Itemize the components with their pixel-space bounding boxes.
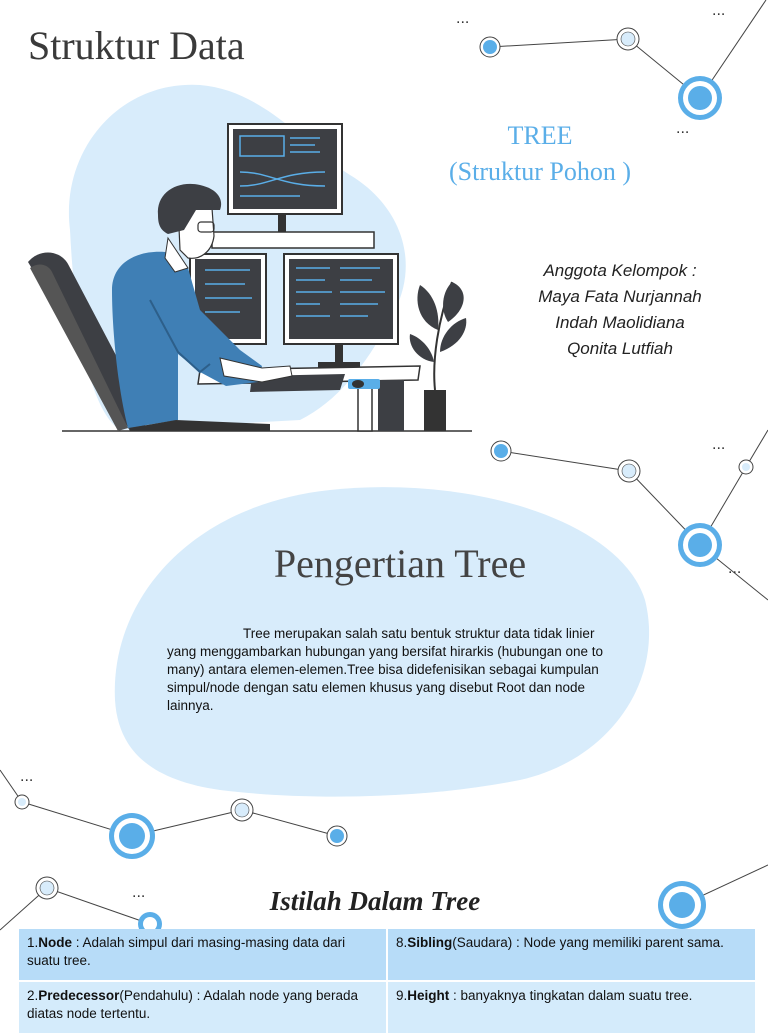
term-number: 1.: [27, 935, 39, 950]
term-description: (Pendahulu) : Adalah node yang berada diatas node tertentu.: [27, 988, 359, 1021]
topic-title: [420, 118, 660, 190]
term-number: 2.: [27, 988, 39, 1003]
table-row: [19, 929, 755, 980]
topic-line-1: TREE: [507, 121, 573, 150]
member-name: Maya Fata Nurjannah: [538, 287, 702, 306]
term-cell: [19, 982, 386, 1033]
term-cell: [388, 929, 755, 980]
ellipsis-marker: ...: [456, 10, 470, 27]
term-number: 9.: [396, 988, 408, 1003]
ellipsis-marker: ...: [676, 120, 690, 137]
ellipsis-marker: ...: [728, 560, 742, 577]
term-name: Height: [407, 988, 450, 1003]
members-heading: Anggota Kelompok :: [543, 261, 697, 280]
term-name: Node: [38, 935, 73, 950]
term-cell: [388, 982, 755, 1033]
definition-text: Tree merupakan salah satu bentuk struktur data tidak linier yang menggambarkan hubungan yang bersifat hirarkis (hubungan one to many) antara elemen-elemen.Tree bisa didefenisikan sebagai kumpulan simpul/node dengan satu elemen khusus yang disebut Root dan node lainnya.: [167, 626, 604, 713]
member-name: Qonita Lutfiah: [567, 339, 673, 358]
page-title: Struktur Data: [28, 23, 245, 68]
term-description: : Adalah simpul dari masing-masing data dari suatu tree.: [27, 935, 346, 968]
terms-heading: Istilah Dalam Tree: [269, 886, 481, 916]
terms-table: [17, 927, 757, 1035]
definition-heading: Pengertian Tree: [273, 541, 527, 586]
member-name: Indah Maolidiana: [555, 313, 685, 332]
table-row: [19, 982, 755, 1033]
term-name: Predecessor: [38, 988, 120, 1003]
group-members: [505, 258, 735, 362]
term-description: (Saudara) : Node yang memiliki parent sama.: [452, 935, 724, 950]
term-cell: [19, 929, 386, 980]
term-name: Sibling: [407, 935, 453, 950]
ellipsis-marker: ...: [132, 884, 146, 901]
definition-paragraph: [167, 625, 617, 715]
term-description: : banyaknya tingkatan dalam suatu tree.: [449, 988, 693, 1003]
topic-line-2: (Struktur Pohon ): [449, 157, 631, 186]
term-number: 8.: [396, 935, 408, 950]
ellipsis-marker: ...: [712, 2, 726, 19]
ellipsis-marker: ...: [20, 768, 34, 785]
ellipsis-marker: ...: [712, 436, 726, 453]
